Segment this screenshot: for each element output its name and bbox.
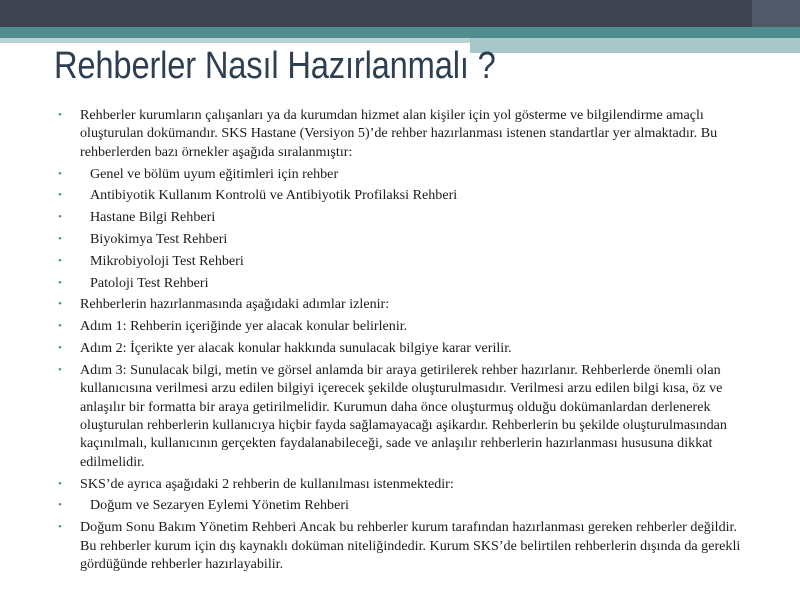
bullet-icon: • <box>58 477 62 490</box>
header-dark-bar <box>0 0 800 27</box>
bullet-item <box>56 106 746 161</box>
bullet-icon: • <box>58 189 62 202</box>
bullet-text: SKS’de ayrıca aşağıdaki 2 rehberin de kullanılması istenmektedir: <box>80 475 454 492</box>
bullet-text: Adım 1: Rehberin içeriğinde yer alacak konular belirlenir. <box>80 318 408 335</box>
bullet-item <box>56 274 746 292</box>
bullet-text: Hastane Bilgi Rehberi <box>90 209 216 226</box>
bullet-item <box>56 208 746 226</box>
bullet-icon: • <box>58 341 62 354</box>
bullet-text: Rehberler kurumların çalışanları ya da kurumdan hizmet alan kişiler için yol gösterme ve bilgilendirme amaçlı oluşturulan dokümandır. SKS Hastane (Versiyon 5)’de rehber hazırlanması istenen standartlar yer almaktadır. Bu rehberlerden bazı örnekler aşağıda sıralanmıştır: <box>80 107 718 160</box>
bullet-text: Adım 2: İçerikte yer alacak konular hakkında sunulacak bilgiye karar verilir. <box>80 339 512 356</box>
bullet-text: Genel ve bölüm uyum eğitimleri için rehber <box>90 165 339 182</box>
bullet-text: Mikrobiyoloji Test Rehberi <box>90 252 244 269</box>
bullet-text: Rehberlerin hazırlanmasında aşağıdaki adımlar izlenir: <box>80 296 390 313</box>
bullet-item <box>56 252 746 270</box>
bullet-item <box>56 496 746 514</box>
bullet-item <box>56 230 746 248</box>
bullet-text: Patoloji Test Rehberi <box>90 274 209 291</box>
bullet-text: Biyokimya Test Rehberi <box>90 231 228 247</box>
bullet-icon: • <box>58 363 62 376</box>
header-accent-block <box>752 0 800 27</box>
header-teal-band <box>0 27 800 38</box>
bullet-item <box>56 475 746 493</box>
bullet-icon: • <box>58 254 62 267</box>
bullet-icon: • <box>58 298 62 311</box>
bullet-text: Adım 3: Sunulacak bilgi, metin ve görsel anlamda bir araya getirilerek rehber hazırlanır. Rehberlerde önemli olan kullanıcısına verilmesi arzu edilen bilgiyi içerecek şekilde oluşturulmasıdır. Verilmesi arzu edilen bilgi kısa, öz ve anlaşılır bir formatta bir araya getirilmelidir. Kurumun daha önce oluşturmuş olduğu dokümanlardan derlenerek oluşturulan rehberlerin kullanıcıya hiçbir fayda sağlamayacağı aşikardır. Rehberlerin bu şekilde oluşturulmasından kaçınılmalı, kullanıcının gerçekten faydalanabileceği, sade ve anlaşılır rehberlerin hazırlanması hususuna dikkat edilmelidir. <box>80 361 727 470</box>
header-light-band <box>0 38 470 43</box>
bullet-text: Doğum ve Sezaryen Eylemi Yönetim Rehberi <box>90 497 349 514</box>
bullet-icon: • <box>58 499 62 512</box>
bullet-icon: • <box>58 211 62 224</box>
header-light-band-right <box>470 38 800 53</box>
bullet-icon: • <box>58 320 62 333</box>
bullet-icon: • <box>58 233 62 245</box>
bullet-icon: • <box>58 109 62 121</box>
bullet-item <box>56 317 746 335</box>
bullet-text: Antibiyotik Kullanım Kontrolü ve Antibiyotik Profilaksi Rehberi <box>90 187 458 204</box>
slide-title: Rehberler Nasıl Hazırlanmalı ? <box>54 45 496 87</box>
bullet-item <box>56 165 746 183</box>
bullet-item <box>56 186 746 204</box>
bullet-item <box>56 518 746 573</box>
bullet-item <box>56 295 746 313</box>
bullet-icon: • <box>58 167 62 180</box>
bullet-icon: • <box>58 521 62 534</box>
bullet-list <box>56 106 746 577</box>
bullet-icon: • <box>58 276 62 289</box>
bullet-item <box>56 339 746 357</box>
bullet-text: Doğum Sonu Bakım Yönetim Rehberi Ancak bu rehberler kurum tarafından hazırlanması gereken rehberler değildir. Bu rehberler kurum için dış kaynaklı doküman niteliğindedir. Kurum SKS’de belirtilen rehberlerin dışında da gerekli gördüğünde rehberler hazırlayabilir. <box>80 519 741 573</box>
bullet-item <box>56 361 746 471</box>
